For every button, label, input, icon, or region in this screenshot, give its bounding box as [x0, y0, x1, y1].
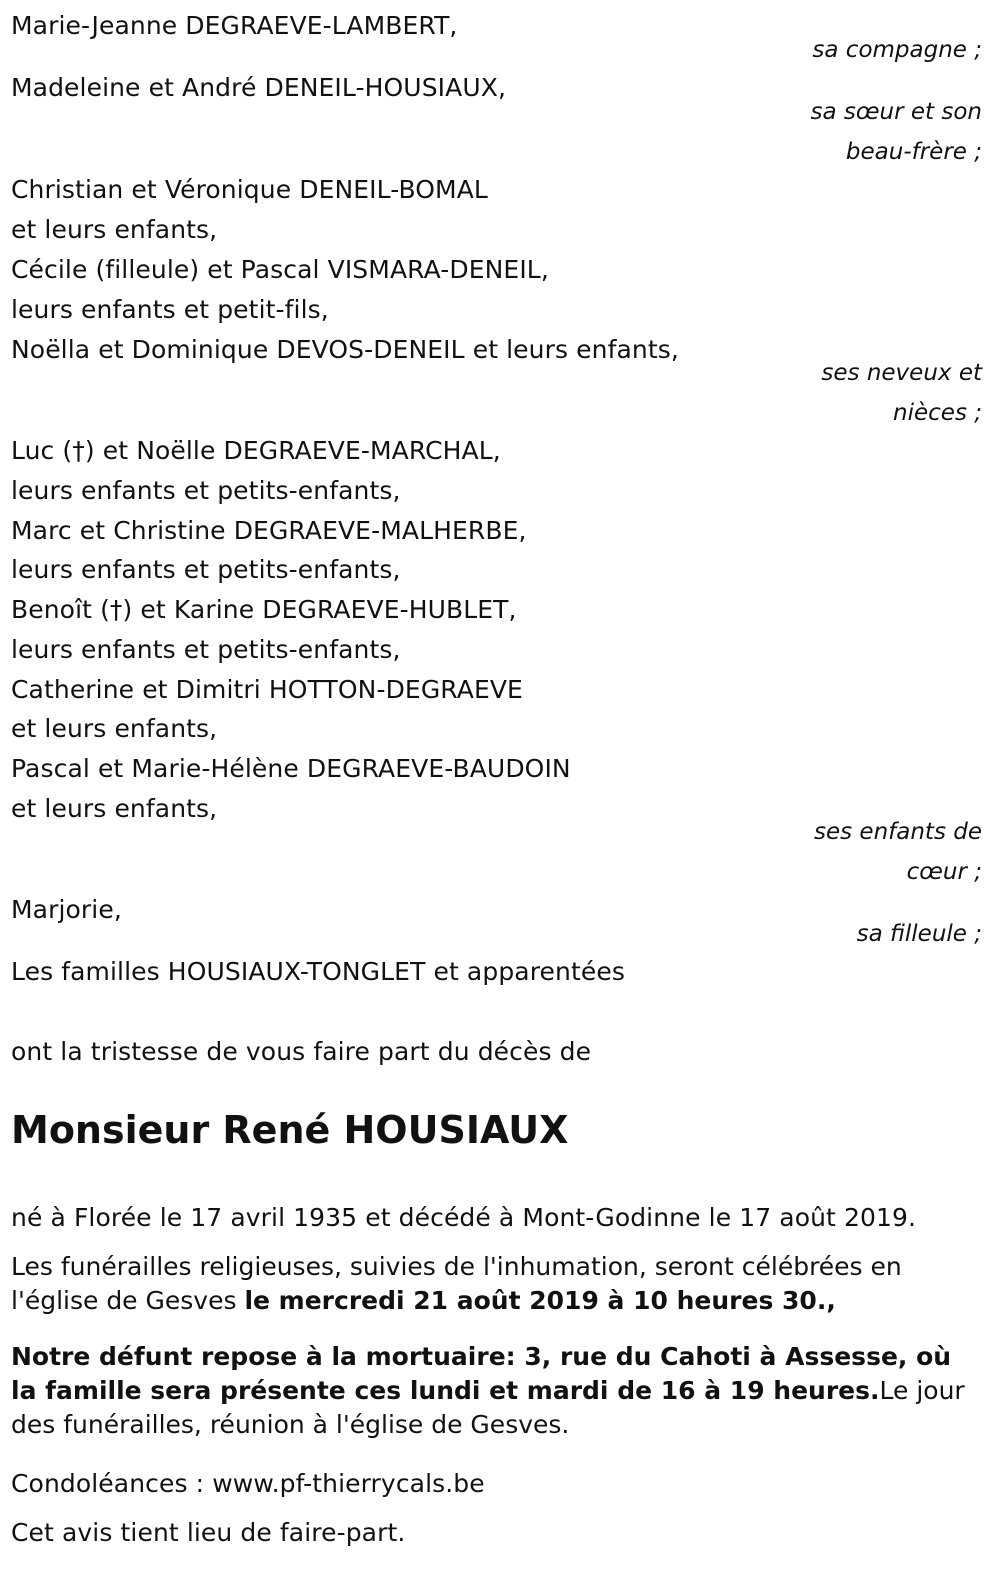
visitation-info: Notre défunt repose à la mortuaire: 3, rue du Cahoti à Assesse, où la famille sera présente ces lundi et mardi de 16 à 19 heures. — [11, 1342, 952, 1405]
sister-name: Madeleine et André DENEIL-HOUSIAUX, — [11, 73, 507, 102]
heart-children-line: leurs enfants et petits-enfants, — [11, 555, 401, 584]
announcement-text: ont la tristesse de vous faire part du décès de — [11, 1037, 592, 1066]
deceased-name: Monsieur René HOUSIAUX — [11, 1108, 569, 1152]
nephews-line: Christian et Véronique DENEIL-BOMAL — [11, 175, 488, 204]
funeral-text: Les funérailles religieuses, suivies de l'inhumation, seront célébrées en l'église de Gesves — [11, 1252, 902, 1315]
notice-text: Cet avis tient lieu de faire-part. — [11, 1518, 406, 1547]
birth-death-text: né à Florée le 17 avril 1935 et décédé à Mont-Godinne le 17 août 2019. — [11, 1203, 917, 1232]
nephews-relation-line1: ses neveux et — [821, 360, 982, 386]
families-line: Les familles HOUSIAUX-TONGLET et apparentées — [11, 957, 625, 986]
funeral-day-info: Le jour des funérailles, réunion à l'église de Gesves. — [11, 1376, 965, 1439]
funeral-paragraph — [11, 1250, 981, 1318]
heart-children-relation-line2: cœur ; — [906, 859, 982, 885]
condolences-link[interactable]: Condoléances : www.pf-thierrycals.be — [11, 1469, 485, 1498]
goddaughter-relation: sa filleule ; — [856, 921, 982, 947]
heart-children-line: leurs enfants et petits-enfants, — [11, 476, 401, 505]
heart-children-line: Benoît (†) et Karine DEGRAEVE-HUBLET, — [11, 595, 517, 624]
heart-children-line: Catherine et Dimitri HOTTON-DEGRAEVE — [11, 675, 523, 704]
sister-relation-line2: beau-frère ; — [845, 139, 982, 165]
nephews-line: Cécile (filleule) et Pascal VISMARA-DENEIL, — [11, 255, 549, 284]
companion-relation: sa compagne ; — [812, 37, 982, 63]
heart-children-line: leurs enfants et petits-enfants, — [11, 635, 401, 664]
companion-name: Marie-Jeanne DEGRAEVE-LAMBERT, — [11, 11, 458, 40]
nephews-line: leurs enfants et petit-fils, — [11, 295, 329, 324]
sister-relation-line1: sa sœur et son — [810, 99, 982, 125]
heart-children-line: et leurs enfants, — [11, 714, 218, 743]
funeral-date: le mercredi 21 août 2019 à 10 heures 30., — [244, 1286, 836, 1315]
nephews-line: et leurs enfants, — [11, 215, 218, 244]
heart-children-relation-line1: ses enfants de — [814, 819, 982, 845]
goddaughter-name: Marjorie, — [11, 895, 122, 924]
nephews-relation-line2: nièces ; — [893, 400, 982, 426]
heart-children-line: Marc et Christine DEGRAEVE-MALHERBE, — [11, 516, 527, 545]
heart-children-line: Pascal et Marie-Hélène DEGRAEVE-BAUDOIN — [11, 754, 571, 783]
heart-children-line: et leurs enfants, — [11, 794, 218, 823]
nephews-line: Noëlla et Dominique DEVOS-DENEIL et leurs enfants, — [11, 335, 679, 364]
visitation-paragraph — [11, 1340, 981, 1442]
heart-children-line: Luc (†) et Noëlle DEGRAEVE-MARCHAL, — [11, 436, 501, 465]
